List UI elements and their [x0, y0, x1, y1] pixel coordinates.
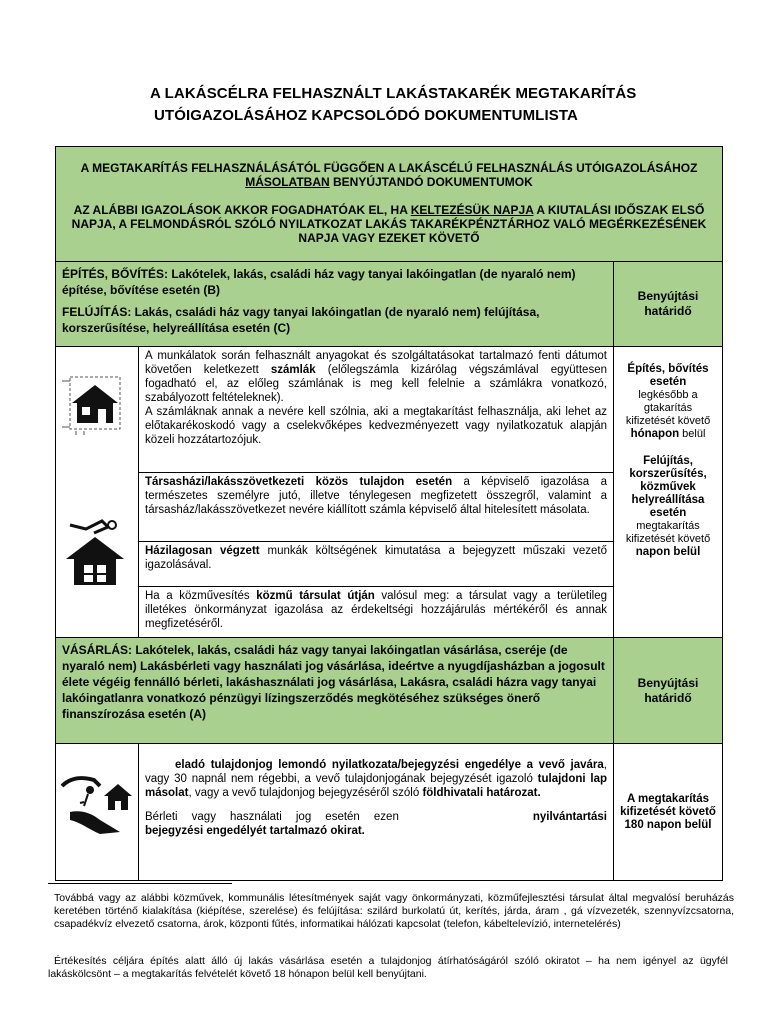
deadline-label-felujitas: Felújítás, korszerűsítés, közművek helyreállítása esetén — [629, 455, 707, 519]
row-kozmu — [139, 587, 614, 638]
deadline-cell-2: A megtakarítás kifizetését követő 180 napon belül — [614, 744, 723, 881]
section-felujitas-text: FELÚJÍTÁS: Lakás, családi ház vagy tanyai lakóingatlan (de nyaraló nem) felújítása, korszerűsítése, helyreállítása esetén (C) — [62, 305, 540, 335]
row-vasarlas-docs — [139, 744, 614, 881]
document-table — [55, 146, 723, 881]
row-text-bold: Házilagosan végzett — [145, 545, 260, 557]
row-text: valósul meg: a társulat vagy a területileg illetékes önkormányzat igazolása az érdekeltségi hozzájárulás mértékéről és annak megfizetéséről. — [145, 590, 607, 630]
row-text-bold: közmű társulat útján — [256, 590, 375, 602]
row-text: , vagy 30 napnál nem régebbi, a vevő tulajdonjogának bejegyzését igazoló — [145, 759, 607, 785]
row-text: (előlegszámla kizárólag végszámlával együttesen fogadható el, az előleg számlának is meg kell felelnie a számlákra vonatkozó, szabályozott feltételeknek). — [145, 364, 607, 404]
row-text: Ha a közművesítés — [145, 590, 257, 602]
deadline-cell-1 — [614, 347, 723, 638]
deadline-text: legkésőbb a gtakarítás kifizetését követő — [625, 389, 711, 427]
row-text: Bérleti vagy használati jog esetén ezen — [145, 811, 399, 823]
row-text: A munkálatok során felhasznált anyagokat és szolgáltatásokat tartalmazó fenti dátumot követően keletkezett — [145, 350, 607, 376]
header-text: BENYÚJTANDÓ DOKUMENTUMOK — [329, 175, 533, 189]
section-vasarlas: VÁSÁRLÁS: Lakótelek, lakás, családi ház vagy tanyai lakóingatlan vásárlása, cseréje (de nyaraló nem) Lakásbérleti vagy használati jog vásárlása, ideértve a nyugdíjasházban a jogosult élete végéig fennálló bérleti, lakáshasználati jog vásárlása, Lakásra, családi házra vagy tanyai lakóingatlanra vonatkozó pénzügyi lízingszerződés megkötéséhez szükséges önerő finanszírozása esetén (A) — [56, 638, 614, 744]
footnote-2: Értékesítés céljára építés alatt álló új lakás vásárlása esetén a tulajdonjog átírhatóságáról szóló okiratot – ha nem igényel az ügyfél lakáskölcsönt – a megtakarítás felvételét követő 18 hónapon belül kell benyújtani. — [48, 955, 728, 980]
header-underlined: KELTEZÉSÜK NAPJA — [410, 203, 534, 217]
page-title — [150, 83, 730, 127]
icon-column-1 — [56, 347, 139, 638]
deadline-header-2: Benyújtási határidő — [614, 638, 723, 744]
deadline-text: belül — [679, 428, 706, 440]
deadline-bold: napon belül — [635, 546, 701, 558]
table-header — [56, 147, 723, 262]
icon-column-2 — [56, 744, 139, 881]
row-szamlak — [139, 347, 614, 473]
deadline-header-1: Benyújtási határidő — [614, 262, 723, 347]
row-text-bold: Társasházi/lakásszövetkezeti közös tulajdon esetén — [145, 476, 453, 488]
row-text-bold: földhivatali határozat. — [422, 787, 541, 799]
row-text-bold: eladó tulajdonjog lemondó nyilatkozata/bejegyzési engedélye a vevő javára — [175, 759, 604, 771]
row-szamlak-paragraph-2: A számláknak annak a nevére kell szólnia, aki a megtakarítást felhasználja, aki lehet az előtakarékoskodó vagy a cselekvőképes kedvezményezett vagy nyilatkozatuk alapján közeli hozzátartozójuk. — [145, 406, 607, 446]
title-line-2: UTÓIGAZOLÁSÁHOZ KAPCSOLÓDÓ DOKUMENTUMLISTA — [154, 107, 578, 124]
title-line-1: A LAKÁSCÉLRA FELHASZNÁLT LAKÁSTAKARÉK MEGTAKARÍTÁS — [150, 85, 637, 102]
header-underlined: MÁSOLATBAN — [245, 175, 330, 189]
row-text: , vagy a vevő tulajdonjog bejegyzéséről szóló — [188, 787, 423, 799]
house-tools-icon — [64, 517, 126, 587]
row-text-bold: tulajdoni lap másolat — [145, 773, 607, 799]
row-text-bold: nyilvántartási bejegyzési engedélyét tartalmazó okirat. — [145, 811, 607, 837]
deadline-text: megtakarítás kifizetését követő — [625, 520, 711, 545]
header-text: A MEGTAKARÍTÁS FELHASZNÁLÁSÁTÓL FÜGGŐEN A LAKÁSCÉLÚ FELHASZNÁLÁS UTÓIGAZOLÁSÁHOZ — [80, 161, 698, 175]
row-hazilagos — [139, 542, 614, 587]
footnote-1: Továbbá vagy az alábbi közművek, kommunális létesítmények saját vagy önkormányzati, közműfejlesztési társulat által megvalósí beruházás keretében történő kialakítása (kiépítése, szerelése) és felújítása: szilárd burkolatú út, kerítés, járda, áram , gá vízvezeték, szennyvízcsatorna, csapadékvíz elvezető csatorna, árok, központi fűtés, informatikai hálózati kapcsolat (telefon, kábeltelevízió, internetelérés) — [54, 892, 734, 930]
section-epites-felujitas — [56, 262, 614, 347]
row-text: a képviselő igazolása a természetes személyre jutó, illetve ténylegesen megfizetett összegről, valamint a társasház/lakásszövetkezet nevére kiállított számla képviselő által hitelesített másolata. — [145, 476, 607, 516]
row-szamlak-paragraph-1 — [145, 349, 607, 405]
header-text: A KIUTALÁSI IDŐSZAK ELSŐ NAPJA, A FELMONDÁSRÓL SZÓLÓ NYILATKOZAT LAKÁS TAKARÉKPÉNZTÁRHOZ VALÓ MEGÉRKEZÉSÉNEK NAPJA VAGY EZEKET KÖVETŐ — [71, 203, 707, 245]
footnote-separator — [48, 883, 232, 884]
row-tarsashaz — [139, 473, 614, 542]
header-text: AZ ALÁBBI IGAZOLÁSOK AKKOR FOGADHATÓAK EL, HA — [73, 203, 411, 217]
header-paragraph-1 — [62, 161, 716, 189]
house-blueprint-icon — [62, 371, 128, 439]
row-text-bold: számlák — [270, 364, 316, 376]
section-epites-text: ÉPÍTÉS, BŐVÍTÉS: Lakótelek, lakás, családi ház vagy tanyai lakóingatlan (de nyaraló nem) építése, bővítése esetén (B) — [62, 267, 576, 297]
key-house-hand-icon — [60, 766, 134, 836]
deadline-bold: hónapon — [630, 428, 680, 440]
header-paragraph-2 — [62, 203, 716, 245]
deadline-label-epites: Építés, bővítés esetén — [627, 363, 709, 388]
row-text: munkák költségének kimutatása a bejegyzett műszaki vezető igazolásával. — [145, 545, 607, 571]
